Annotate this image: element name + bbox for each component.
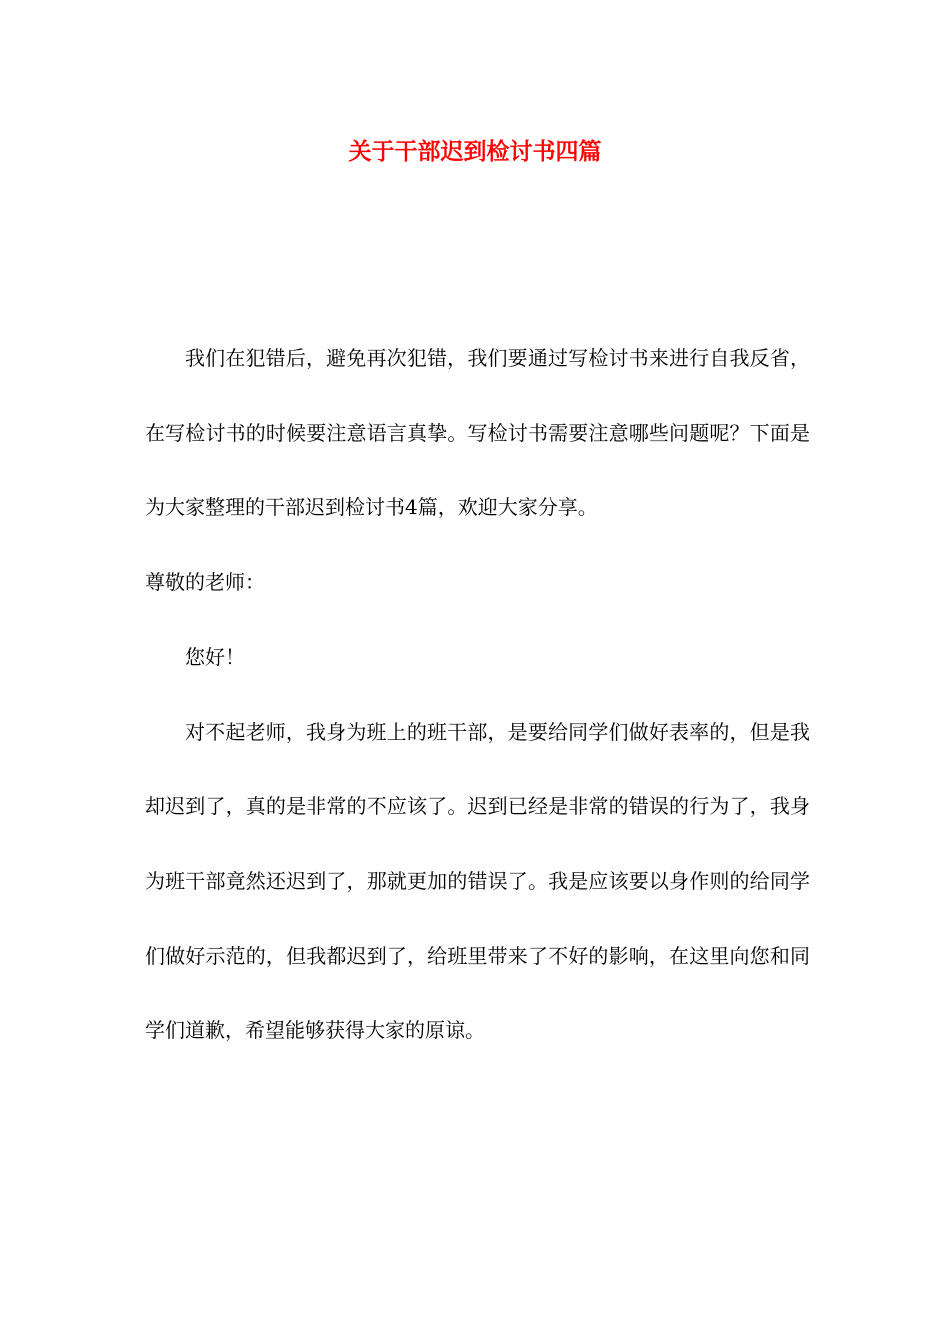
document-body [145, 321, 810, 1068]
greeting: 您好！ [185, 644, 245, 669]
salutation: 尊敬的老师： [145, 570, 265, 595]
apology-paragraph: 对不起老师，我身为班上的班干部，是要给同学们做好表率的，但是我却迟到了，真的是非常的不应该了。迟到已经是非常的错误的行为了，我身为班干部竟然还迟到了，那就更加的错误了。我是应该要以身作则的给同学们做好示范的，但我都迟到了，给班里带来了不好的影响，在这里向您和同学们道歉，希望能够获得大家的原谅。 [145, 719, 810, 1043]
document-title: 关于干部迟到检讨书四篇 [348, 138, 602, 165]
intro-paragraph: 我们在犯错后，避免再次犯错，我们要通过写检讨书来进行自我反省，在写检讨书的时候要注意语言真挚。写检讨书需要注意哪些问题呢？下面是为大家整理的干部迟到检讨书4篇，欢迎大家分享。 [145, 346, 810, 520]
